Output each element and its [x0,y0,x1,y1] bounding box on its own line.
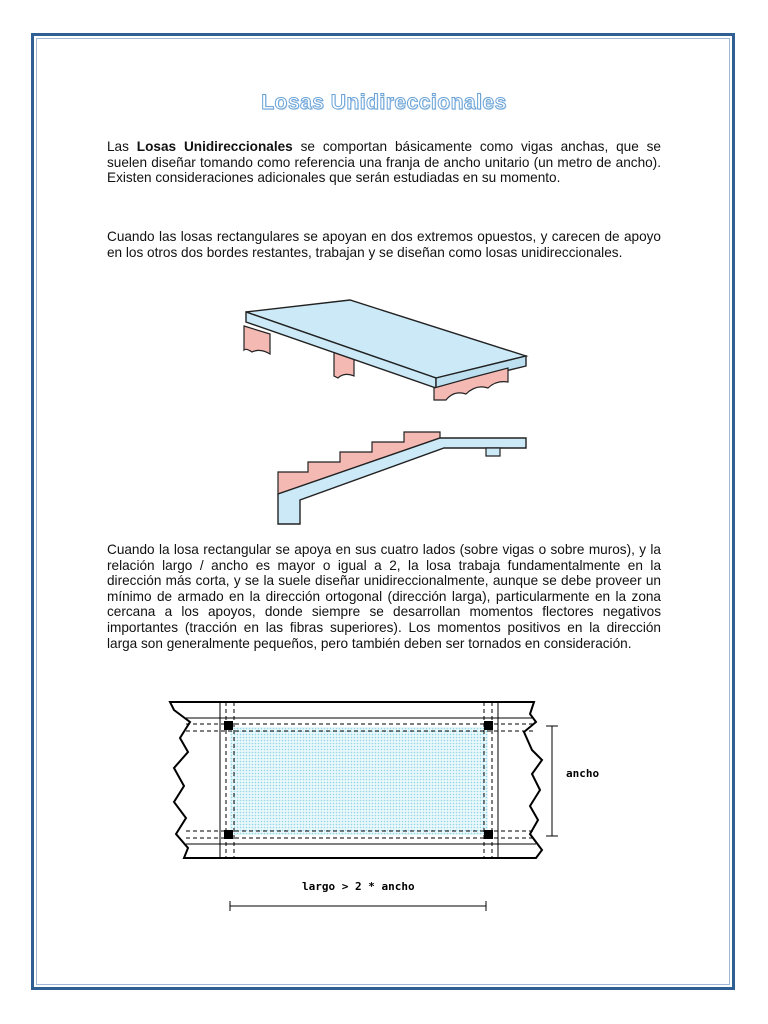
slab-3d-figure [240,296,530,408]
paragraph-two-supports: Cuando las losas rectangulares se apoyan en dos extremos opuestos, y carecen de apoyo en los otros dos bordes restantes, trabajan y se diseñan como losas unidireccionales. [107,229,661,260]
column-top-left [224,721,233,730]
ancho-label: ancho [566,767,600,780]
intro-lead: Las [107,139,137,154]
ancho-dimension [546,726,558,836]
column-bottom-left [224,830,233,839]
left-support [244,326,270,354]
page-title: Losas Unidireccionales [261,91,507,114]
paragraph-four-supports: Cuando la losa rectangular se apoya en sus cuatro lados (sobre vigas o sobre muros), y la relación largo / ancho es mayor o igual a 2, la losa trabaja fundamentalmente en la dirección más corta, y se la suele diseñar unidireccionalmente, aunque se debe proveer un mínimo de armado en la dirección ortogonal (dirección larga), particularmente en la zona cercana a los apoyos, donde siempre se desarrollan momentos flectores negativos importantes (tracción en las fibras superiores). Los momentos positivos en la dirección larga son generalmente pequeños, pero también deben ser tornados en consideración. [107,542,661,651]
column-bottom-right [484,830,493,839]
slab-plan-figure [164,694,624,916]
slab-area [230,727,488,835]
stair-slab-figure [270,424,530,528]
stair-steps [278,432,440,494]
largo-dimension [230,901,486,911]
column-top-right [484,721,493,730]
largo-label: largo > 2 * ancho [302,880,415,893]
intro-bold-term: Losas Unidireccionales [136,139,293,154]
intro-rest: se comportan básicamente como vigas anchas, que se suelen diseñar tomando como referencia una franja de ancho unitario (un metro de ancho). Existen consideraciones adicionales que serán estudiadas en su momento. [107,139,661,186]
paragraph-intro [107,139,661,186]
landing-beam [486,448,500,456]
